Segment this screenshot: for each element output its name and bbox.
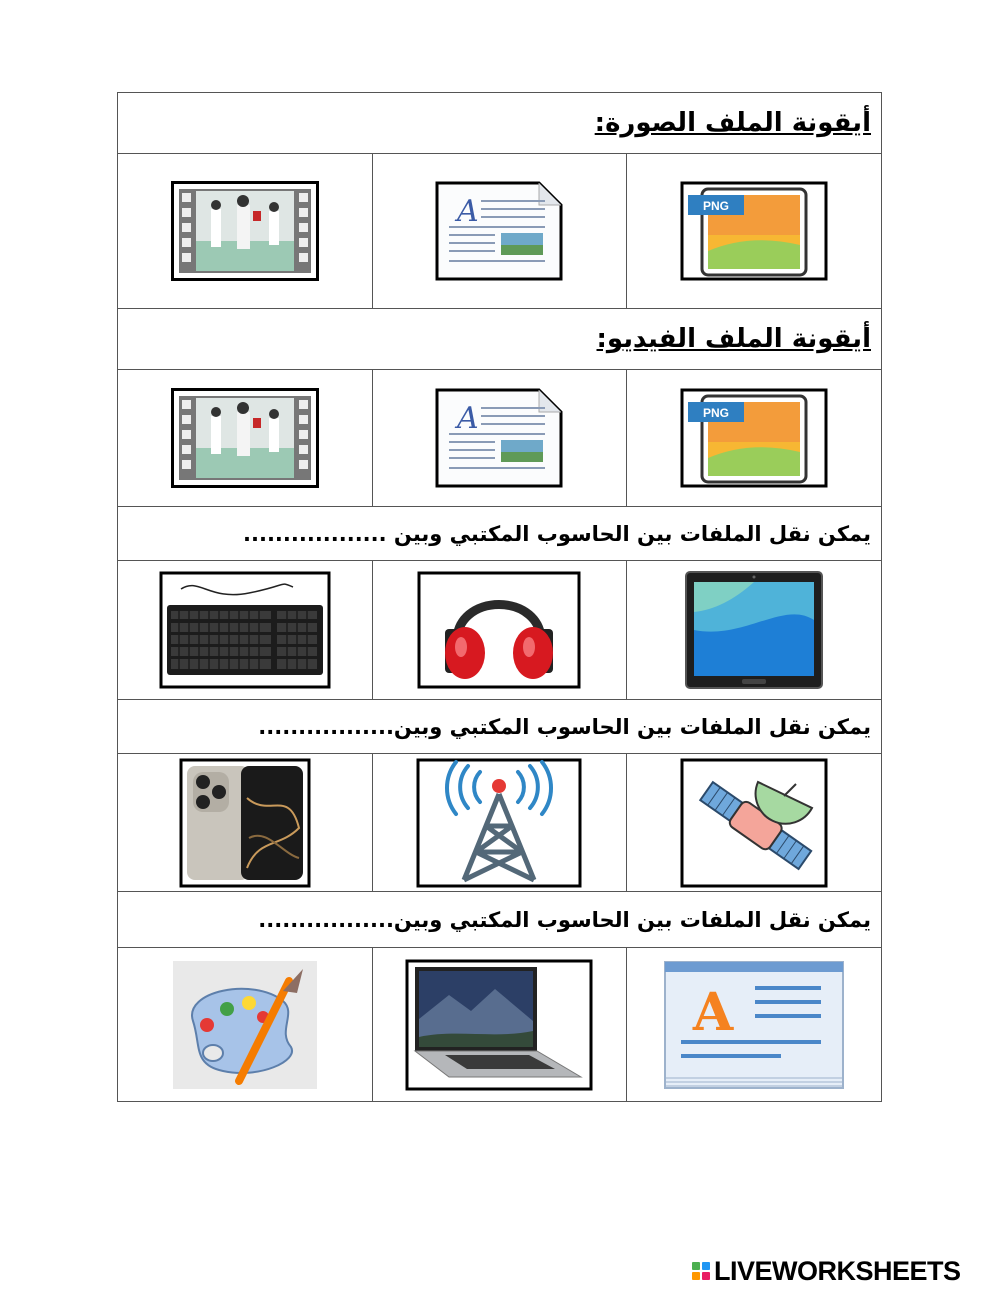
liveworksheets-logo (692, 1256, 961, 1286)
options-row (118, 948, 882, 1102)
worksheet-table (117, 92, 882, 1102)
logo-mark-icon (692, 1262, 710, 1280)
option-cell[interactable] (118, 561, 373, 700)
svg-text:PNG: PNG (703, 199, 730, 213)
question-row (118, 892, 882, 948)
option-cell[interactable] (118, 370, 373, 507)
logo-text: LIVEWORKSHEETS (714, 1255, 961, 1286)
option-cell[interactable] (118, 754, 373, 892)
option-cell[interactable] (118, 948, 373, 1102)
video-file-icon (171, 181, 319, 281)
question-row (118, 309, 882, 370)
paint-palette-icon (173, 961, 317, 1089)
tablet-icon (684, 570, 824, 690)
option-cell[interactable] (627, 370, 882, 507)
question-sentence: يمكن نقل الملفات بين الحاسوب المكتبي وبين................. (258, 907, 871, 932)
option-cell[interactable] (627, 754, 882, 892)
wordpad-document-icon (661, 958, 847, 1092)
option-cell[interactable] (372, 754, 627, 892)
option-cell[interactable] (372, 948, 627, 1102)
smartphone-icon (179, 758, 311, 888)
options-row (118, 154, 882, 309)
options-row (118, 370, 882, 507)
text-document-file-icon (435, 181, 563, 281)
options-row (118, 561, 882, 700)
transmission-tower-icon (416, 758, 582, 888)
option-cell[interactable] (372, 370, 627, 507)
svg-text:A: A (457, 194, 480, 229)
question-row (118, 93, 882, 154)
satellite-icon (680, 758, 828, 888)
headphones-icon (417, 571, 581, 689)
svg-text:A: A (457, 401, 480, 436)
video-file-icon (171, 388, 319, 488)
svg-text:A: A (692, 981, 734, 1043)
png-image-file-icon (680, 388, 828, 488)
png-image-file-icon (680, 181, 828, 281)
option-cell[interactable] (118, 154, 373, 309)
option-cell[interactable] (372, 561, 627, 700)
question-heading: أيقونة الملف الصورة: (594, 108, 871, 138)
question-row (118, 507, 882, 561)
question-sentence: يمكن نقل الملفات بين الحاسوب المكتبي وبين................. (258, 714, 871, 739)
option-cell[interactable] (372, 154, 627, 309)
option-cell[interactable] (627, 561, 882, 700)
keyboard-icon (159, 571, 331, 689)
question-row (118, 700, 882, 754)
option-cell[interactable] (627, 154, 882, 309)
svg-text:PNG: PNG (703, 406, 730, 420)
laptop-icon (405, 959, 593, 1091)
question-sentence: يمكن نقل الملفات بين الحاسوب المكتبي وبين .................. (243, 521, 871, 546)
option-cell[interactable] (627, 948, 882, 1102)
text-document-file-icon (435, 388, 563, 488)
options-row (118, 754, 882, 892)
question-heading: أيقونة الملف الفيديو: (596, 324, 871, 354)
